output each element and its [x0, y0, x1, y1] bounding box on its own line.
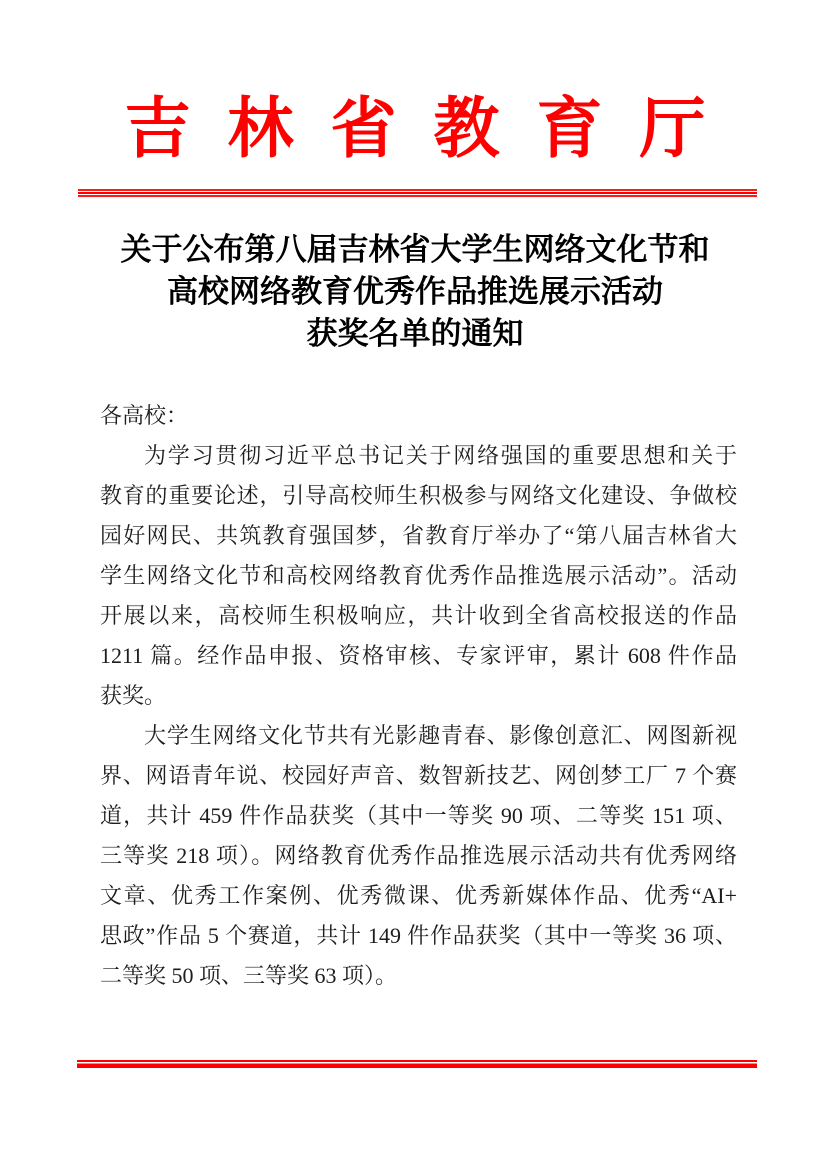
- body-line: 学生网络文化节和高校网络教育优秀作品推选展示活动”。活动: [100, 563, 737, 588]
- paragraph-2: [100, 716, 737, 996]
- body-line: 开展以来，高校师生积极响应，共计收到全省高校报送的作品: [100, 603, 737, 628]
- body-line: 1211 篇。经作品申报、资格审核、专家评审，累计 608 件作品: [100, 643, 737, 668]
- footer-separator-line: [77, 1060, 757, 1068]
- body-line: 为学习贯彻习近平总书记关于网络强国的重要思想和关于: [144, 443, 737, 468]
- body-line: 思政”作品 5 个赛道，共计 149 件作品获奖（其中一等奖 36 项、: [100, 923, 737, 948]
- title-line: 获奖名单的通知: [306, 316, 524, 351]
- body-line: 教育的重要论述，引导高校师生积极参与网络文化建设、争做校: [100, 483, 737, 508]
- body-line: 获奖。: [100, 683, 167, 708]
- salutation: 各高校：: [100, 403, 189, 428]
- body-line: 界、网语青年说、校园好声音、数智新技艺、网创梦工厂 7 个赛: [100, 763, 737, 788]
- body-line: 二等奖 50 项、三等奖 63 项）。: [100, 963, 398, 988]
- body-line: 文章、优秀工作案例、优秀微课、优秀新媒体作品、优秀“AI+: [100, 883, 737, 908]
- body-line: 园好网民、共筑教育强国梦，省教育厅举办了“第八届吉林省大: [100, 523, 737, 548]
- paragraph-1: [100, 436, 737, 716]
- document-body: [100, 396, 737, 996]
- document-title: [60, 229, 770, 355]
- title-line: 关于公布第八届吉林省大学生网络文化节和: [120, 232, 710, 267]
- agency-letterhead: 吉林省教育厅: [124, 93, 743, 166]
- title-line: 高校网络教育优秀作品推选展示活动: [167, 274, 663, 309]
- header-separator-line: [78, 189, 757, 197]
- body-line: 三等奖 218 项）。网络教育优秀作品推选展示活动共有优秀网络: [100, 843, 737, 868]
- body-line: 大学生网络文化节共有光影趣青春、影像创意汇、网图新视: [144, 723, 737, 748]
- body-line: 道，共计 459 件作品获奖（其中一等奖 90 项、二等奖 151 项、: [100, 803, 737, 828]
